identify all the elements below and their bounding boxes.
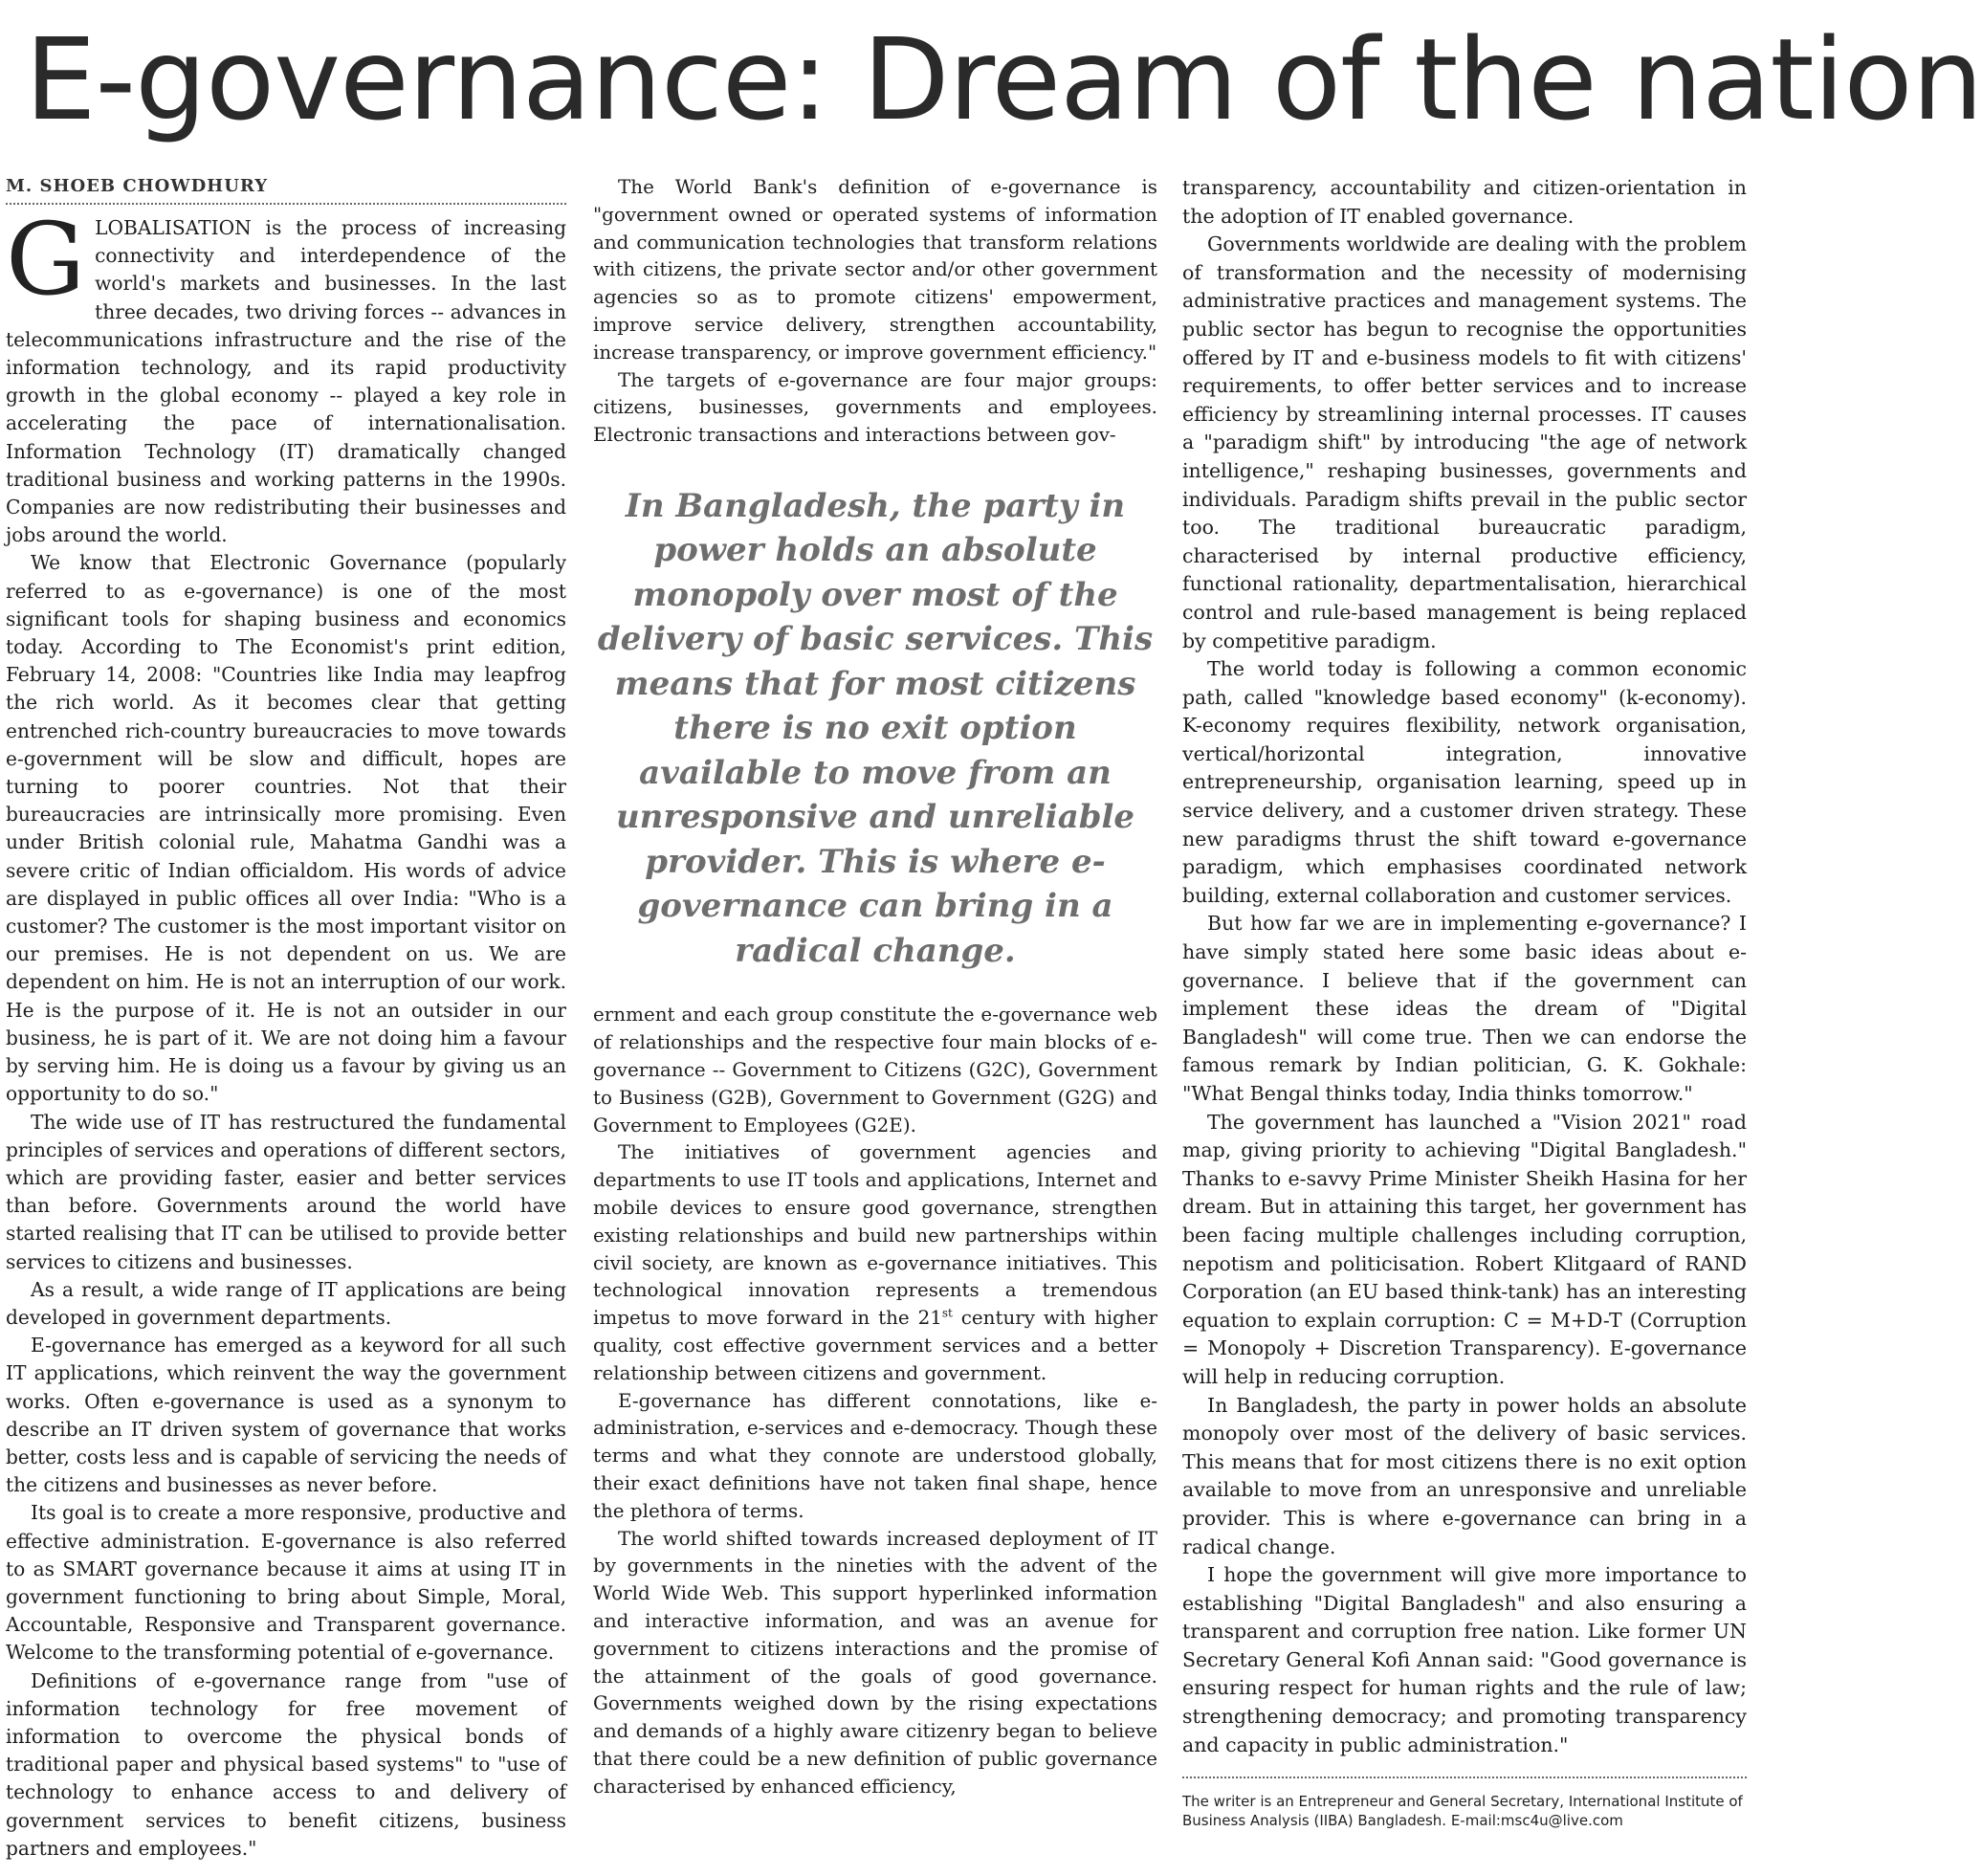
paragraph: We know that Electronic Governance (popularly referred to as e-governance) is one of the most significant tools for shaping business and economics today. According to The Economist's print edition, February 14, 2008: "Countries like India may leapfrog the rich world. As it becomes clear that getting entrenched rich-country bureaucracies to move towards e-government will be slow and difficult, hopes are turning to poorer countries. Not that their bureaucracies are intrinsically more promising. Even under British colonial rule, Mahatma Gandhi was a severe critic of Indian officialdom. His words of advice are displayed in public offices all over India: "Who is a customer? The customer is the most important visitor on our premises. He is not dependent on us. We are dependent on him. He is not an interruption of our work. He is the purpose of it. He is not an outsider in our business, he is part of it. We are not doing him a favour by serving him. He is doing us a favour by giving us an opportunity to do so." bbox=[6, 551, 566, 1106]
paragraph: The world today is following a common economic path, called "knowledge based economy" (k-economy). K-economy requires flexibility, network organisation, vertical/horizontal integration, innovative entrepreneurship, organisation learning, speed up in service delivery, and a customer driven strategy. These new paradigms thrust the shift toward e-governance paradigm, which emphasises coordinated network building, external collaboration and customer services. bbox=[1182, 657, 1747, 907]
superscript: st bbox=[941, 1306, 953, 1320]
paragraph: transparency, accountability and citizen-orientation in the adoption of IT enabled governance. bbox=[1182, 176, 1747, 228]
paragraph: But how far we are in implementing e-governance? I have simply stated here some basic ideas about e-governance. I believe that if the government can implement these ideas the dream of "Digital Bangladesh" will come true. Then we can endorse the famous remark by Indian politician, G. K. Gokhale: "What Bengal thinks today, India thinks tomorrow." bbox=[1182, 912, 1747, 1105]
paragraph-text: LOBALISATION is the process of increasing connectivity and interdependence of the world's markets and businesses. In the last three decades, two driving forces -- advances in telecommunications infrastructure and the rise of the information technology, and its rapid productivity growth in the global economy -- played a key role in accelerating the pace of internationalisation. Information Technology (IT) dramatically changed traditional business and working patterns in the 1990s. Companies are now redistributing their businesses and jobs around the world. bbox=[6, 216, 566, 547]
paragraph: E-governance has different connotations, like e-administration, e-services and e-democracy. Though these terms and what they connote are understood globally, their exact definitions have not taken final shape, hence the plethora of terms. bbox=[593, 1389, 1157, 1522]
pull-quote: In Bangladesh, the party in power holds an absolute monopoly over most of the delivery of basic services. This means that for most citizens there is no exit option available to move from an unresponsive and unreliable provider. This is where e-governance can bring in a radical change. bbox=[597, 486, 1154, 970]
paragraph: As a result, a wide range of IT applications are being developed in government departments. bbox=[6, 1277, 566, 1329]
drop-cap: G bbox=[6, 201, 86, 318]
article-column-3 bbox=[1182, 174, 1747, 1830]
paragraph: The government has launched a "Vision 2021" road map, giving priority to achieving "Digital Bangladesh." Thanks to e-savvy Prime Minister Sheikh Hasina for her dream. But in attaining this target, her government has been facing multiple challenges including corruption, nepotism and politicisation. Robert Klitgaard of RAND Corporation (an EU based think-tank) has an interesting equation to explain corruption: C = M+D-T (Corruption = Monopoly + Discretion Transparency). E-governance will help in reducing corruption. bbox=[1182, 1110, 1747, 1388]
paragraph: ernment and each group constitute the e-governance web of relationships and the respective four main blocks of e-governance -- Government to Citizens (G2C), Government to Business (G2B), Government to Government (G2G) and Government to Employees (G2E). bbox=[593, 1004, 1157, 1137]
paragraph: The world shifted towards increased deployment of IT by governments in the nineties with the advent of the World Wide Web. This support hyperlinked information and interactive information, and was an avenue for government to citizens interactions and the promise of the attainment of the goals of good governance. Governments weighed down by the rising expectations and demands of a highly aware citizenry began to believe that there could be a new definition of public governance characterised by enhanced efficiency, bbox=[593, 1527, 1157, 1798]
paragraph bbox=[593, 1139, 1157, 1387]
article-column-1 bbox=[6, 174, 566, 1863]
paragraph: I hope the government will give more importance to establishing "Digital Bangladesh" and also ensuring a transparent and corruption free nation. Like former UN Secretary General Kofi Annan said: "Good governance is ensuring respect for human rights and the rule of law; strengthening democracy; and promoting transparency and capacity in public administration." bbox=[1182, 1563, 1747, 1756]
article-column-2 bbox=[593, 174, 1157, 1801]
author-footnote: The writer is an Entrepreneur and General Secretary, International Institute of Business Analysis (IIBA) Bangladesh. E-mail:msc4u@live.com bbox=[1182, 1777, 1747, 1830]
byline: M. SHOEB CHOWDHURY bbox=[6, 174, 566, 205]
paragraph: E-governance has emerged as a keyword for all such IT applications, which reinvent the way the government works. Often e-governance is used as a synonym to describe an IT driven system of governance that works better, costs less and is capable of servicing the needs of the citizens and businesses as never before. bbox=[6, 1334, 566, 1497]
paragraph: The World Bank's definition of e-governance is "government owned or operated systems of information and communication technologies that transform relations with citizens, the private sector and/or other government agencies so as to promote citizens' empowerment, improve service delivery, strengthen accountability, increase transparency, or improve government efficiency." bbox=[593, 176, 1157, 364]
paragraph-text: The initiatives of government agencies and departments to use IT tools and applications, Internet and mobile devices to ensure good governance, strengthen existing relationships and build new partnerships within civil society, are known as e-governance initiatives. This technological innovation represents a tremendous impetus to move forward in the 21 bbox=[593, 1141, 1157, 1330]
paragraph: The wide use of IT has restructured the fundamental principles of services and operations of different sectors, which are providing faster, easier and better services than before. Governments around the world have started realising that IT can be utilised to provide better services to citizens and businesses. bbox=[6, 1110, 566, 1273]
paragraph: In Bangladesh, the party in power holds an absolute monopoly over most of the delivery of basic services. This means that for most citizens there is no exit option available to move from an unresponsive and unreliable provider. This is where e-governance can bring in a radical change. bbox=[1182, 1393, 1747, 1558]
paragraph: The targets of e-governance are four major groups: citizens, businesses, governments and employees. Electronic transactions and interactions between gov- bbox=[593, 368, 1157, 447]
paragraph-text: century with higher quality, cost effective government services and a better relationship between citizens and government. bbox=[593, 1307, 1157, 1384]
lead-paragraph bbox=[6, 201, 566, 549]
paragraph: Definitions of e-governance range from "use of information technology for free movement of information to overcome the physical bonds of traditional paper and physical based systems" to "use of technology to enhance access to and delivery of government services to benefit citizens, business partners and employees." bbox=[6, 1668, 566, 1860]
paragraph: Its goal is to create a more responsive, productive and effective administration. E-governance is also referred to as SMART governance because it aims at using IT in government functioning to bring about Simple, Moral, Accountable, Responsive and Transparent governance. Welcome to the transforming potential of e-governance. bbox=[6, 1501, 566, 1665]
paragraph: Governments worldwide are dealing with the problem of transformation and the necessity of modernising administrative practices and management systems. The public sector has begun to recognise the opportunities offered by IT and e-business models to fit with citizens' requirements, to offer better services and to increase efficiency by streamlining internal processes. IT causes a "paradigm shift" by introducing "the age of network intelligence," reshaping businesses, governments and individuals. Paradigm shifts prevail in the public sector too. The traditional bureaucratic paradigm, characterised by internal productive efficiency, functional rationality, departmentalisation, hierarchical control and rule-based management is being replaced by competitive paradigm. bbox=[1182, 232, 1747, 652]
headline: E-governance: Dream of the nation bbox=[25, 13, 1982, 145]
